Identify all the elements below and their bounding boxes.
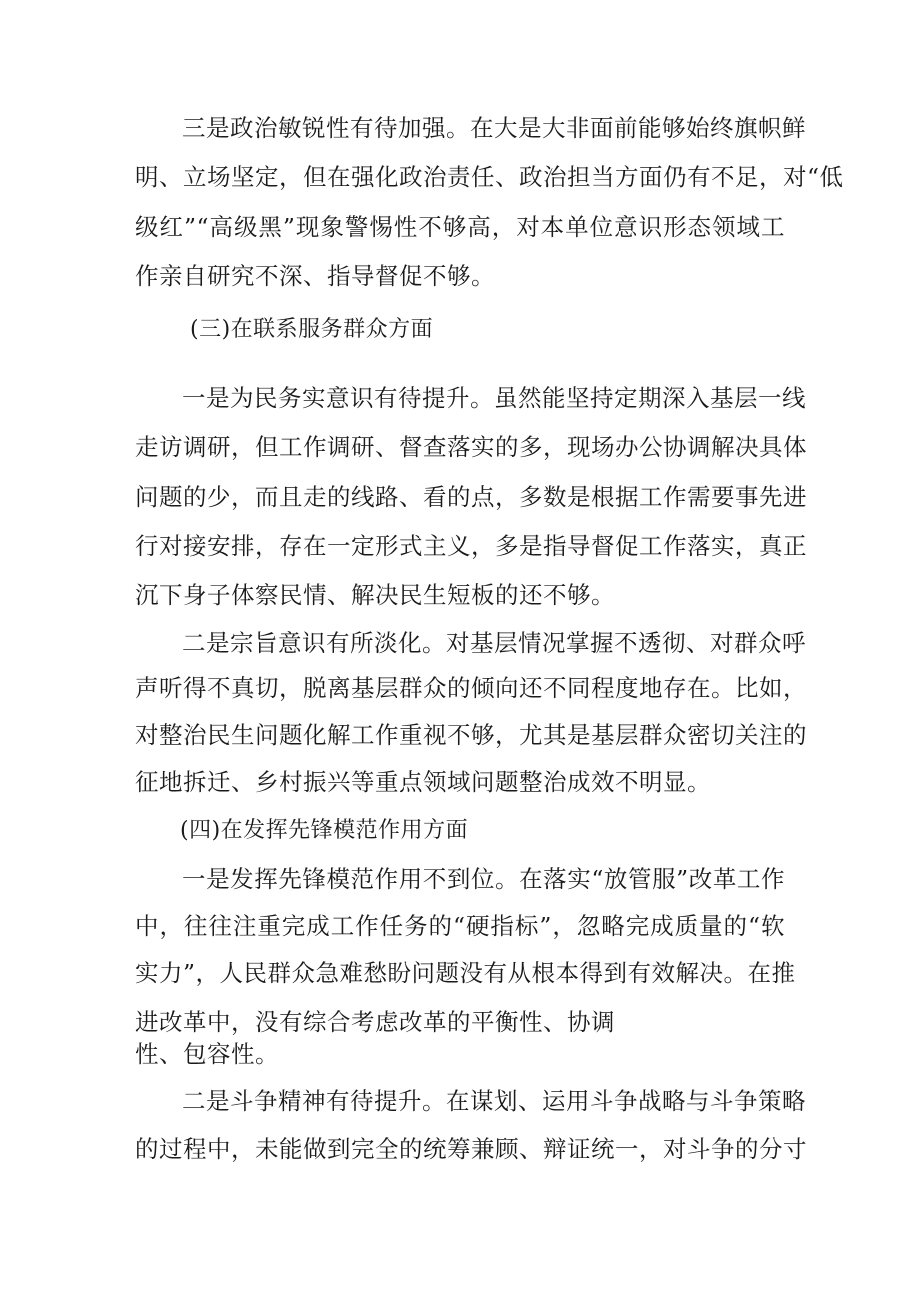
paragraph-line: 进改革中，没有综合考虑改革的平衡性、协调 xyxy=(135,1008,615,1036)
section-heading: (三)在联系服务群众方面 xyxy=(190,317,434,342)
paragraph-line: 一是为民务实意识有待提升。虽然能坚持定期深入基层一线 xyxy=(182,384,806,412)
paragraph-line: 二是宗旨意识有所淡化。对基层情况掌握不透彻、对群众呼 xyxy=(182,629,806,657)
paragraph-line: 性、包容性。 xyxy=(135,1040,279,1068)
paragraph-line: 问题的少，而且走的线路、看的点，多数是根据工作需要事先进 xyxy=(135,483,807,511)
paragraph-line: 中，往往注重完成工作任务的“硬指标”，忽略完成质量的“软 xyxy=(135,912,785,940)
paragraph-line: 征地拆迁、乡村振兴等重点领域问题整治成效不明显。 xyxy=(135,768,711,796)
paragraph-line: 实力”，人民群众急难愁盼问题没有从根本得到有效解决。在推 xyxy=(135,959,796,987)
paragraph-line: 明、立场坚定，但在强化政治责任、政治担当方面仍有不足，对“低 xyxy=(135,163,844,191)
paragraph-line: 行对接安排，存在一定形式主义，多是指导督促工作落实，真正 xyxy=(135,532,807,560)
paragraph-line: 对整治民生问题化解工作重视不够，尤其是基层群众密切关注的 xyxy=(135,721,807,749)
paragraph-line: 二是斗争精神有待提升。在谋划、运用斗争战略与斗争策略 xyxy=(182,1087,806,1115)
paragraph-line: 作亲自研究不深、指导督促不够。 xyxy=(135,262,495,290)
paragraph-line: 沉下身子体察民情、解决民生短板的还不够。 xyxy=(135,581,615,609)
paragraph-line: 三是政治敏锐性有待加强。在大是大非面前能够始终旗帜鲜 xyxy=(182,114,806,142)
paragraph-line: 声听得不真切，脱离基层群众的倾向还不同程度地存在。比如， xyxy=(135,674,807,702)
paragraph-line: 的过程中，未能做到完全的统筹兼顾、辩证统一，对斗争的分寸 xyxy=(135,1135,807,1163)
section-heading: (四)在发挥先锋模范作用方面 xyxy=(180,818,469,843)
paragraph-line: 级红”“高级黑”现象警惕性不够高，对本单位意识形态领域工 xyxy=(135,213,785,241)
paragraph-line: 走访调研，但工作调研、督查落实的多，现场办公协调解决具体 xyxy=(135,433,807,461)
paragraph-line: 一是发挥先锋模范作用不到位。在落实“放管服”改革工作 xyxy=(182,865,785,893)
